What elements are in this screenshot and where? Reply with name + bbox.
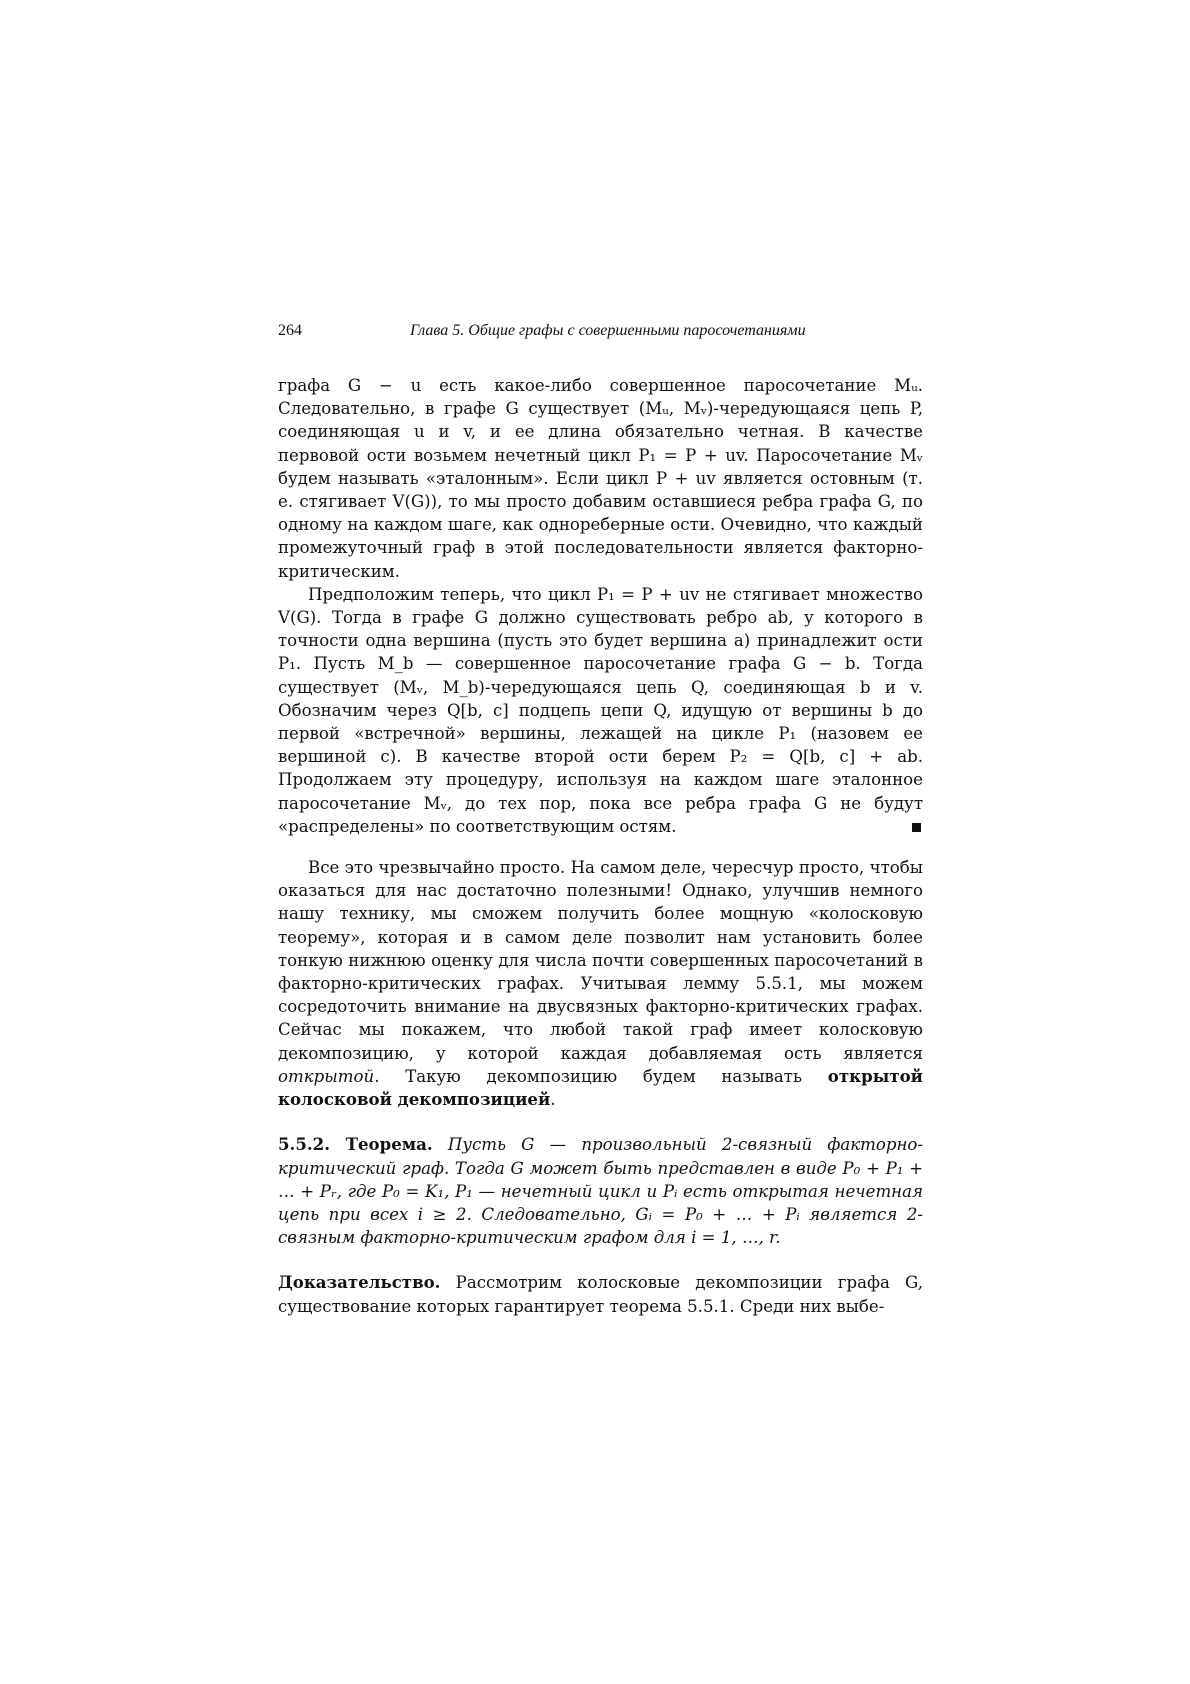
page-number: 264 bbox=[278, 322, 302, 339]
paragraph-3-tail: . Такую декомпозицию будем называть bbox=[374, 1066, 803, 1086]
paragraph-3-main: Все это чрезвычайно просто. На самом деле, чересчур просто, чтобы оказаться для нас достаточно полезными! Однако, улучшив немного нашу технику, мы сможем получить более мощную «колосковую теорему», которая и в самом деле позволит нам установить более тонкую нижнюю оценку для числа почти совершенных паросочетаний в факторно-критических графах. Учитывая лемму 5.5.1, мы можем сосредоточить внимание на двусвязных факторно-критических графах. Сейчас мы покажем, что любой такой граф имеет колосковую декомпозицию, у которой каждая добавляемая ость является bbox=[278, 858, 923, 1063]
paragraph-3 bbox=[278, 856, 923, 1111]
proof-text: Рассмотрим колосковые декомпозиции графа G, существование которых гарантирует теорема 5.5.1. Среди них выбе- bbox=[278, 1273, 923, 1316]
running-head: Глава 5. Общие графы с совершенными паросочетаниями bbox=[410, 322, 806, 339]
paragraph-3-bold: открытой колосковой декомпозицией bbox=[278, 1065, 923, 1110]
paragraph-3-end: . bbox=[550, 1090, 556, 1110]
paragraph-2 bbox=[278, 583, 923, 838]
paragraph-3-italic: открытой bbox=[278, 1066, 375, 1086]
paragraph-2-text: Предположим теперь, что цикл P₁ = P + uv не стягивает множество V(G). Тогда в графе G должно существовать ребро ab, у которого в точности одна вершина (пусть это будет вершина a) принадлежит ости P₁. Пусть M_b — совершенное паросочетание графа G − b. Тогда существует (Mᵥ, M_b)-чередующаяся цепь Q, соединяющая b и v. Обозначим через Q[b, c] подцепь цепи Q, идущую от вершины b до первой «встречной» вершины, лежащей на цикле P₁ (назовем ее вершиной c). В качестве второй ости берем P₂ = Q[b, c] + ab. Продолжаем эту процедуру, используя на каждом шаге эталонное паросочетание Mᵥ, до тех пор, пока все ребра графа G не будут «распределены» по соответствующим остям. bbox=[278, 584, 923, 836]
main-text bbox=[278, 374, 923, 1318]
paragraph-1: графа G − u есть какое-либо совершенное паросочетание Mᵤ. Следовательно, в графе G существует (Mᵤ, Mᵥ)-чередующаяся цепь P, соединяющая u и v, и ее длина обязательно четная. В качестве первовой ости возьмем нечетный цикл P₁ = P + uv. Паросочетание Mᵥ будем называть «эталонным». Если цикл P + uv является остовным (т. е. стягивает V(G)), то мы просто добавим оставшиеся ребра графа G, по одному на каждом шаге, как однореберные ости. Очевидно, что каждый промежуточный граф в этой последовательности является факторно-критическим. bbox=[278, 376, 923, 581]
qed-square-icon bbox=[912, 823, 921, 832]
theorem-text: Пусть G — произвольный 2-связный факторно-критический граф. Тогда G может быть представлен в виде P₀ + P₁ + … + Pᵣ, где P₀ = K₁, P₁ — нечетный цикл и Pᵢ есть открытая нечетная цепь при всех i ≥ 2. Следовательно, Gᵢ = P₀ + … + Pᵢ является 2-связным факторно-критическим графом для i = 1, …, r. bbox=[278, 1135, 923, 1248]
proof bbox=[278, 1271, 923, 1317]
theorem bbox=[278, 1133, 923, 1249]
proof-label: Доказательство. bbox=[278, 1272, 441, 1293]
theorem-label: 5.5.2. Теорема. bbox=[278, 1134, 433, 1155]
